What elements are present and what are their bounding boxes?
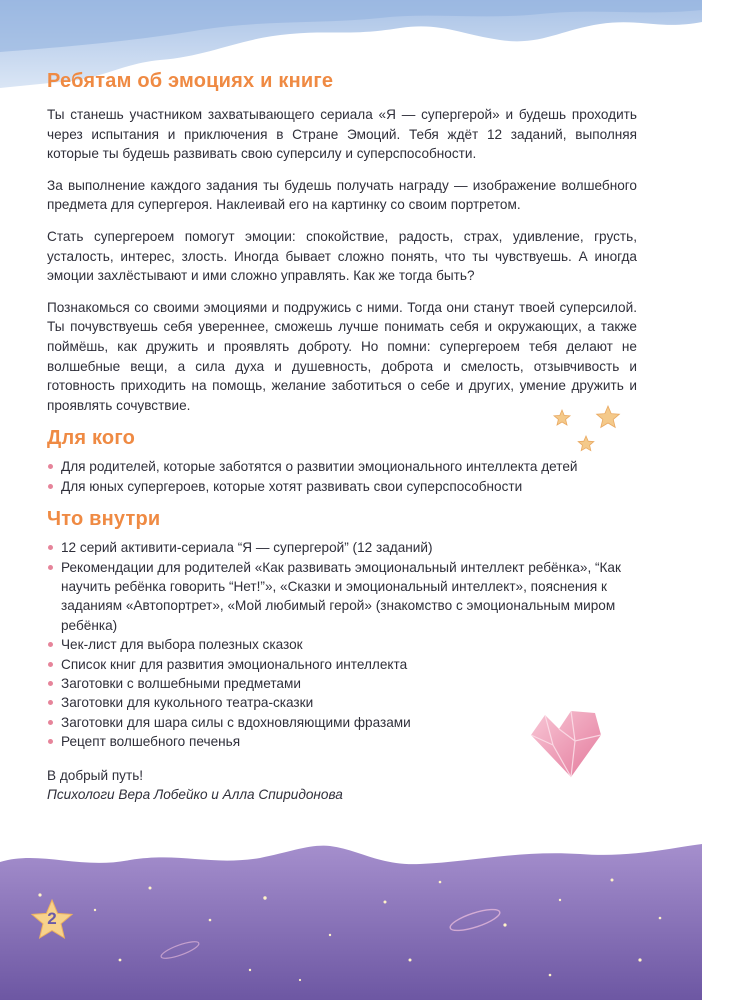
list-item: Список книг для развития эмоционального интеллекта — [47, 655, 637, 674]
paragraph-rewards: За выполнение каждого задания ты будешь получать награду — изображение волшебного предмета для супергероя. Наклеивай его на картинку со своим портретом. — [47, 177, 637, 213]
list-item: Чек-лист для выбора полезных сказок — [47, 635, 637, 654]
list-item: Рецепт волшебного печенья — [47, 732, 637, 751]
star-icon — [597, 406, 620, 427]
stars-decoration — [548, 402, 628, 462]
heading-emotions: Ребятам об эмоциях и книге — [47, 70, 334, 92]
paragraph-intro: Ты станешь участником захватывающего сериала «Я — супергерой» и будешь проходить через испытания и приключения в Стране Эмоций. Тебя ждёт 12 заданий, выполняя которые ты будешь развивать свою суперсилу и суперспособности. — [47, 107, 637, 162]
audience-list — [47, 457, 637, 496]
heading-contents: Что внутри — [47, 508, 161, 531]
star-icon — [578, 436, 594, 451]
page-margin — [702, 0, 750, 1000]
page-number: 2 — [47, 909, 57, 928]
crystal-heart-decoration — [527, 705, 605, 785]
list-item: Для юных супергероев, которые хотят развивать свои суперспособности — [47, 477, 637, 496]
authors: Психологи Вера Лобейко и Алла Спиридонова — [47, 787, 343, 803]
list-item: Заготовки для шара силы с вдохновляющими фразами — [47, 713, 637, 732]
space-decoration — [0, 840, 702, 1000]
list-item: Рекомендации для родителей «Как развивать эмоциональный интеллект ребёнка», “Как научить ребёнка говорить “Нет!”», «Сказки и эмоциональный интеллект», пояснения к заданиям «Автопортрет», «Мой любимый герой» (знакомство с эмоциональным миром ребёнка) — [47, 558, 637, 636]
list-item: 12 серий активити-сериала “Я — супергерой” (12 заданий) — [47, 538, 637, 557]
list-item: Заготовки с волшебными предметами — [47, 674, 637, 693]
list-item: Заготовки для кукольного театра-сказки — [47, 693, 637, 712]
paragraph-superpower: Познакомься со своими эмоциями и подружись с ними. Тогда они станут твоей суперсилой. Ты почувствуешь себя увереннее, сможешь лучше понимать себя и окружающих, а также поймёшь, как дружить и проявлять доброту. Но помни: супергероем тебя делают не волшебные вещи, а сила духа и душевность, доброта и смелость, отзывчивость и готовность приходить на помощь, желание заботиться о себе и других, умение дружить и проявлять сочувствие. — [47, 299, 637, 413]
heading-audience: Для кого — [47, 427, 136, 450]
greeting: В добрый путь! — [47, 767, 144, 783]
star-icon — [554, 410, 570, 425]
list-item: Для родителей, которые заботятся о развитии эмоционального интеллекта детей — [47, 457, 637, 476]
paragraph-emotions: Стать супергероем помогут эмоции: спокойствие, радость, страх, удивление, грусть, усталость, интерес, злость. Иногда бывает сложно понять, что ты чувствуешь. А иногда эмоции захлёстывают и ими сложно управлять. Как же тогда быть? — [47, 228, 637, 284]
